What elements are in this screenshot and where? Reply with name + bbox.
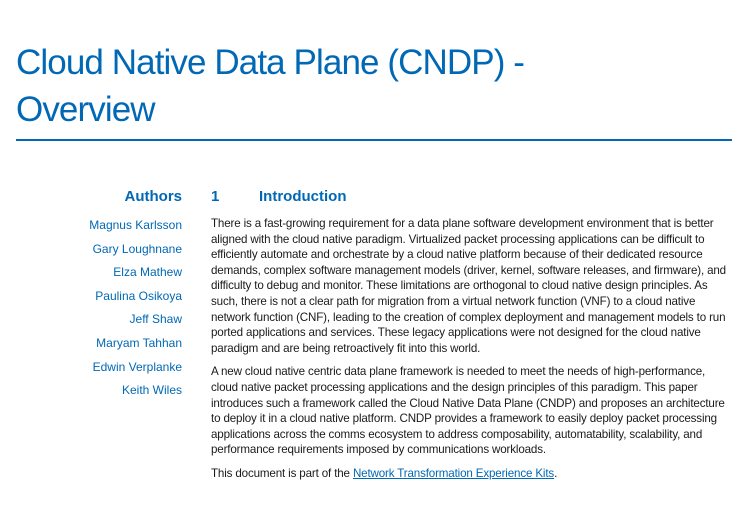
document-title — [16, 39, 736, 133]
author-name: Gary Loughnane — [92, 241, 182, 256]
author-name: Keith Wiles — [121, 383, 182, 398]
closing-paragraph — [211, 466, 735, 482]
authors-list — [89, 214, 182, 403]
authors-heading: Authors — [124, 188, 182, 205]
closing-prefix: This document is part of the — [211, 466, 353, 480]
closing-suffix: . — [554, 466, 558, 480]
title-divider — [16, 139, 732, 141]
title-line-1: Cloud Native Data Plane (CNDP) - — [16, 43, 525, 83]
title-line-2: Overview — [16, 90, 155, 130]
author-name: Magnus Karlsson — [89, 218, 182, 232]
author-name: Maryam Tahhan — [96, 335, 182, 350]
author-name: Jeff Shaw — [129, 312, 182, 327]
paragraph: There is a fast-growing requirement for a data plane software development environment that is better aligned with the cloud native paradigm. Virtualized packet processing applications can be difficult to efficiently automate and orchestrate by a cloud native platform because of their dedicated resource demands, complex software management models (driver, kernel, software releases, and firmware), and difficulty to debug and monitor. These limitations are orthogonal to cloud native design principles. As such, there is not a clear path for migration from a virtual network function (VNF) to a cloud native network function (CNF), leading to the creation of complex deployment and management models to run ported applications and services. These legacy applications were not designed for the cloud native paradigm and are being retroactively fit into this world. — [211, 217, 726, 355]
section-number: 1 — [211, 188, 220, 205]
author-name: Edwin Verplanke — [92, 359, 182, 374]
section-body — [211, 216, 735, 490]
author-name: Elza Mathew — [113, 265, 182, 280]
section-title: Introduction — [259, 188, 347, 205]
paragraph: A new cloud native centric data plane framework is needed to meet the needs of high-performance, cloud native packet processing applications and the design principles of this paradigm. This paper introduces such a framework called the Cloud Native Data Plane (CNDP) and proposes an architecture to deploy it in a cloud native platform. CNDP provides a framework to easily deploy packet processing applications across the comms ecosystem to address composability, automatability, scalability, and performance requirements imposed by communications workloads. — [211, 365, 725, 457]
author-name: Paulina Osikoya — [95, 288, 182, 303]
experience-kits-link[interactable]: Network Transformation Experience Kits — [352, 466, 555, 480]
